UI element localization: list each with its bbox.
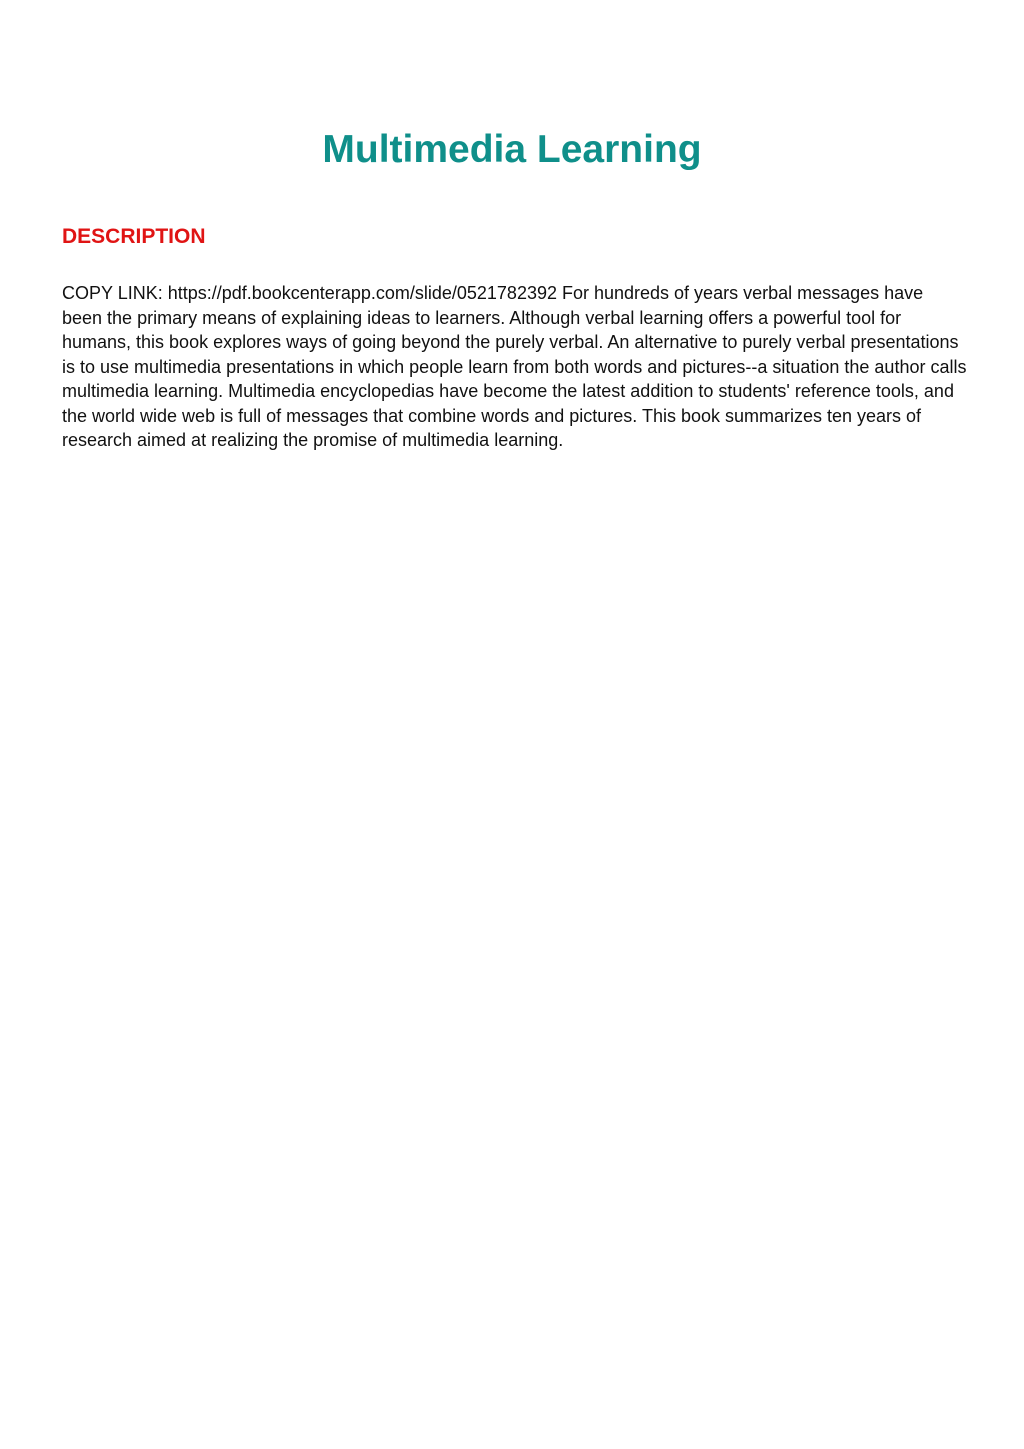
description-heading: DESCRIPTION [62, 225, 206, 248]
description-text: COPY LINK: https://pdf.bookcenterapp.com/slide/0521782392 For hundreds of years verbal messages have been the primary means of explaining ideas to learners. Although verbal learning offers a powerful tool for humans, this book explores ways of going beyond the purely verbal. An alternative to purely verbal presentations is to use multimedia presentations in which people learn from both words and pictures--a situation the author calls multimedia learning. Multimedia encyclopedias have become the latest addition to students' reference tools, and the world wide web is full of messages that combine words and pictures. This book summarizes ten years of research aimed at realizing the promise of multimedia learning. [62, 283, 967, 450]
document-title: Multimedia Learning [322, 128, 702, 171]
